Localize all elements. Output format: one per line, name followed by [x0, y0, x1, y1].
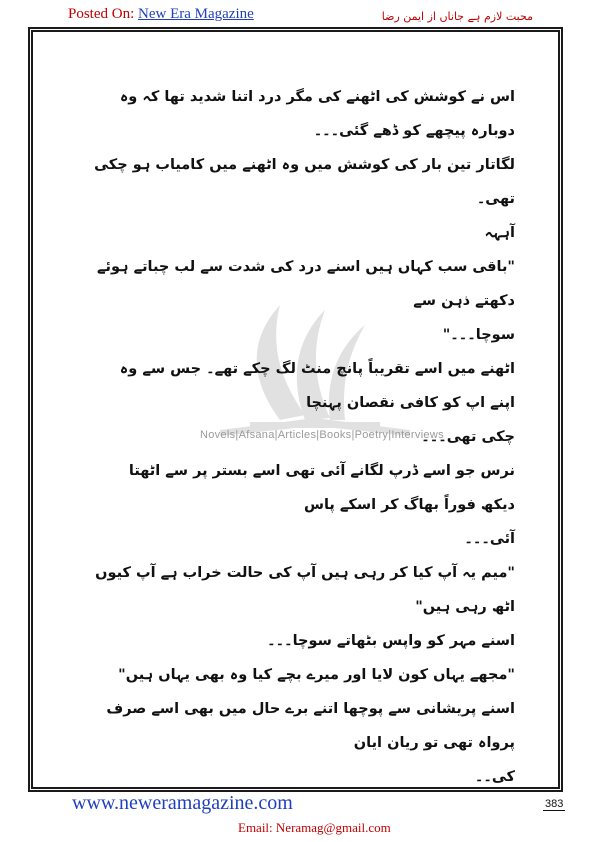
- story-line: چکی تھی۔۔۔: [421, 429, 515, 445]
- story-line: اس نے کوشش کی اٹھنے کی مگر درد اتنا شدید تھا کہ وہ دوبارہ پیچھے کو ڈھے گئی۔۔۔: [119, 89, 515, 139]
- story-line: نرس جو اسے ڈرپ لگانے آئی تھی اسے بستر پر سے اٹھتا دیکھ فوراً بھاگ کر اسکے پاس: [128, 463, 515, 513]
- story-line: "میم یہ آپ کیا کر رہی ہیں آپ کی حالت خراب ہے آپ کیوں اٹھ رہی ہیں": [95, 565, 515, 615]
- story-line: آئی۔۔۔: [464, 531, 515, 547]
- story-line: "باقی سب کہاں ہیں اسنے درد کی شدت سے لب چباتے ہوئے دکھتے ذہن سے: [97, 259, 515, 309]
- website-url[interactable]: www.neweramagazine.com: [72, 792, 293, 814]
- story-body: [90, 80, 515, 794]
- story-line: "مجھے یہاں کون لایا اور میرے بچے کیا وہ بھی یہاں ہیں": [118, 667, 515, 683]
- story-line: سوچا۔۔۔": [442, 327, 515, 343]
- posted-on-label: [68, 6, 254, 23]
- book-title: محبت لازم ہے جاناں از ایمن رضا: [381, 10, 533, 23]
- story-line: کی۔۔: [474, 769, 515, 785]
- watermark-text: Novels|Afsana|Articles|Books|Poetry|Interviews: [200, 429, 444, 441]
- magazine-link[interactable]: New Era Magazine: [138, 6, 254, 22]
- story-line: اٹھنے میں اسے تقریباً پانچ منٹ لگ چکے تھے۔ جس سے وہ اپنے اپ کو کافی نقصان پہنچا: [119, 361, 515, 411]
- story-line: آہہہ: [484, 225, 515, 241]
- contact-email: Email: Neramag@gmail.com: [238, 820, 391, 835]
- story-line: لگاتار تین بار کی کوشش میں وہ اٹھنے میں کامیاب ہو چکی تھی۔: [94, 157, 515, 207]
- posted-prefix: Posted On:: [68, 6, 139, 22]
- page-number: 383: [545, 798, 564, 810]
- story-line: اسنے مہر کو واپس بٹھاتے سوچا۔۔۔: [267, 633, 515, 649]
- page-header: [0, 0, 595, 30]
- story-line: اسنے پریشانی سے پوچھا اتنے برے حال میں بھی اسے صرف پرواہ تھی تو ریان ایان: [106, 701, 515, 751]
